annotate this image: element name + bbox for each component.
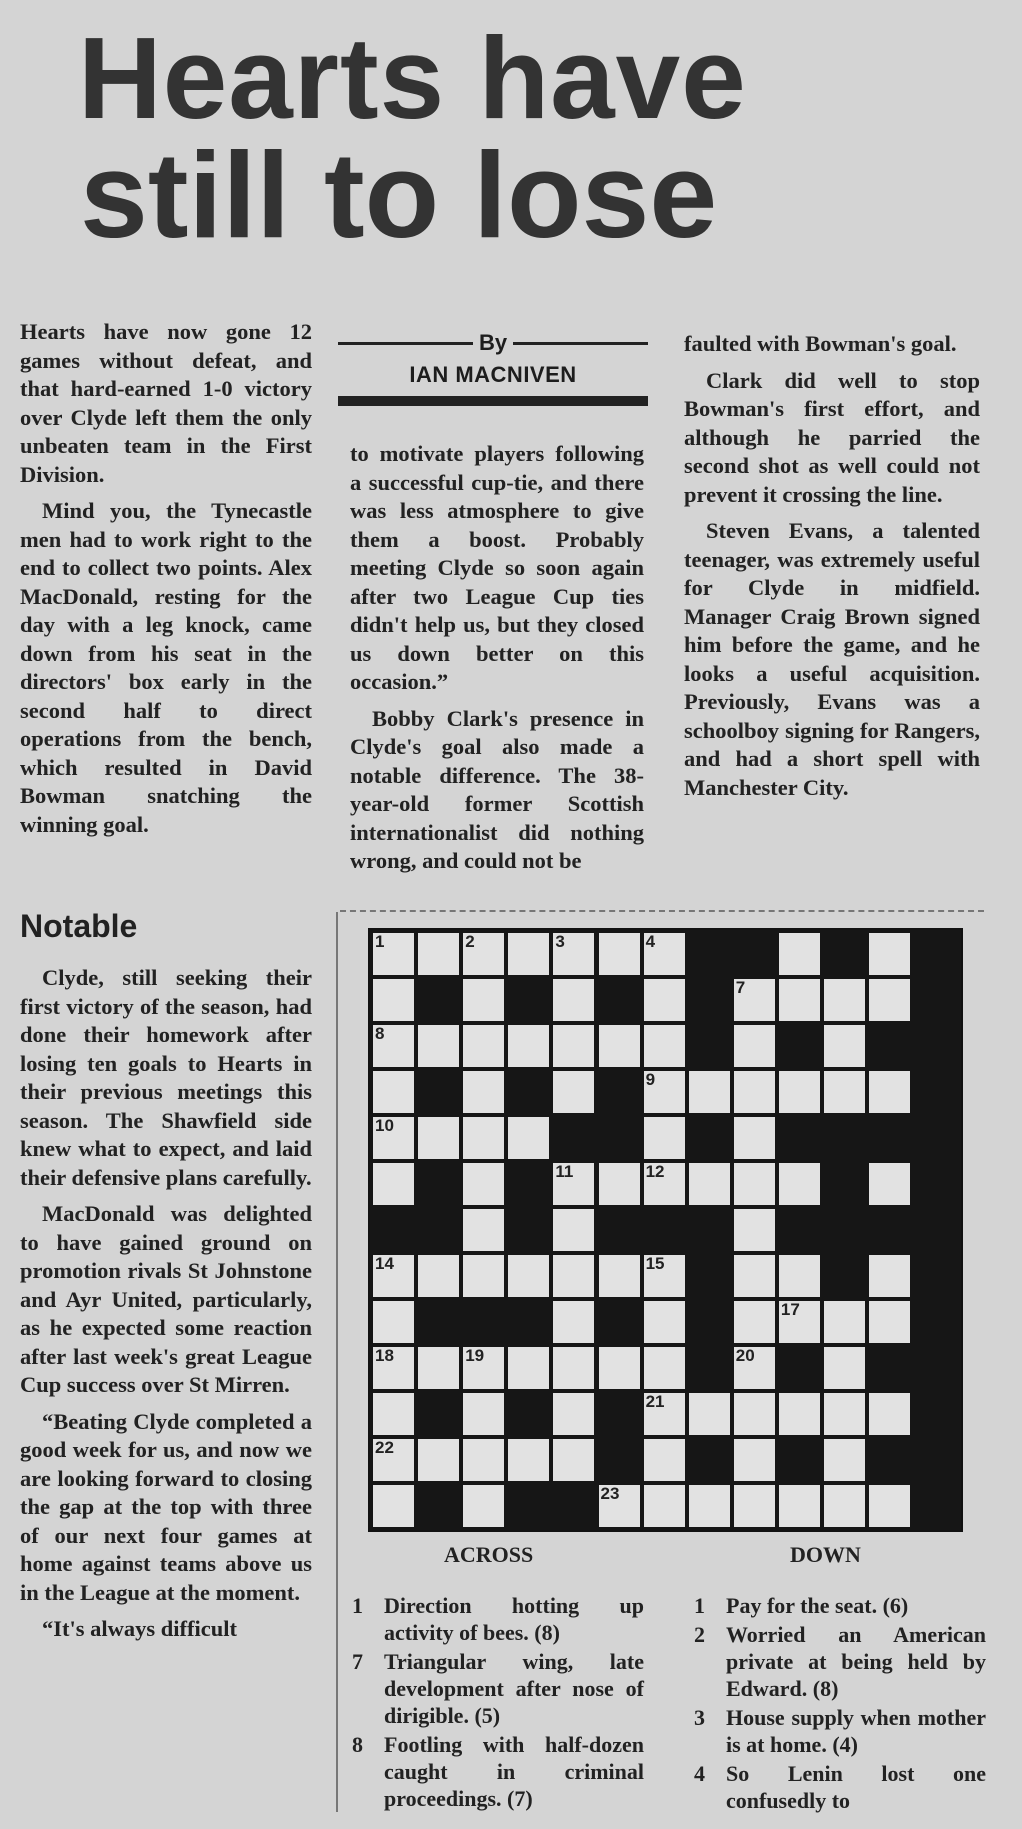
crossword-cell [508,1347,549,1389]
crossword-cell [869,1393,910,1435]
crossword-cell [373,1301,414,1343]
crossword-cell [644,979,685,1021]
crossword-cell [869,1071,910,1113]
crossword-cell [869,1163,910,1205]
crossword-cell [599,1025,640,1067]
byline-by-text: By [478,330,508,355]
crossword-cell [599,1347,640,1389]
crossword-cell [508,1255,549,1297]
crossword-cell [463,1393,504,1435]
clue-number: 1 [352,1593,363,1618]
crossword-cell [463,1255,504,1297]
crossword-cell [463,933,504,975]
across-heading: ACROSS [444,1542,534,1567]
crossword-number: 10 [375,1116,394,1135]
crossword-cell [508,1439,549,1481]
clue-item [694,1704,986,1758]
clue-number: 2 [694,1622,705,1647]
down-clues [694,1592,986,1816]
headline-line-2: still to lose [80,126,718,263]
down-heading: DOWN [790,1542,861,1567]
crossword-cell [644,1117,685,1159]
paragraph: Mind you, the Tynecastle men had to work right to the end to collect two points. Alex MacDonald, resting for the day with a leg knock, came down from his seat in the directors' box early in the second half to direct operations from the bench, which resulted in David Bowman snatching the winning goal. [20,498,312,837]
paragraph: Hearts have now gone 12 games without defeat, and that hard-earned 1-0 victory over Clyde left them the only unbeaten team in the First Division. [20,319,312,487]
crossword-cell [689,1163,730,1205]
crossword-number: 21 [645,1392,665,1411]
clue-item [352,1592,644,1646]
clue-number: 4 [694,1761,705,1786]
crossword-cell [463,979,504,1021]
crossword-cell [779,933,820,975]
crossword-cell [644,1071,685,1113]
crossword-cell [689,1393,730,1435]
article-column-3 [684,330,980,810]
crossword-number: 14 [375,1254,394,1273]
crossword-cell [553,1393,594,1435]
clue-text: Worried an American private at being held by Edward. (8) [726,1622,986,1701]
crossword-cell [734,1347,775,1389]
crossword-cell [373,1071,414,1113]
crossword-cell [824,1439,865,1481]
crossword-number: 7 [735,978,746,997]
crossword-cell [644,1393,685,1435]
byline [338,330,648,406]
crossword-cell [418,1117,459,1159]
crossword-cell [373,1485,414,1527]
crossword-cell [463,1025,504,1067]
crossword-cell [373,1347,414,1389]
crossword-grid [368,928,963,1532]
crossword-cell [734,1255,775,1297]
crossword-cell [553,1439,594,1481]
crossword-cell [599,1485,640,1527]
crossword-cell [463,1485,504,1527]
crossword-cell [644,1255,685,1297]
crossword-cell [463,1439,504,1481]
crossword-cell [418,1439,459,1481]
crossword-cell [734,1209,775,1251]
clue-item [352,1731,644,1812]
paragraph: to motivate players following a successful cup-tie, and there was less atmosphere to give them a boost. Probably meeting Clyde so soon again after two League Cup ties didn't help us, but they closed us down better on this occasion.” [350,441,644,694]
crossword-cell [508,1025,549,1067]
clue-text: Footling with half-dozen caught in criminal proceedings. (7) [384,1732,644,1811]
crossword-cell [869,1255,910,1297]
clue-item [694,1760,986,1814]
crossword-number: 1 [375,932,385,951]
crossword-cell [779,1163,820,1205]
byline-rule-left [338,342,473,345]
crossword-number: 8 [375,1024,385,1043]
crossword-cell [463,1209,504,1251]
crossword-cell [779,979,820,1021]
crossword-number: 23 [600,1484,620,1503]
crossword-cell [463,1163,504,1205]
crossword-cell [824,1485,865,1527]
crossword-cell [734,1117,775,1159]
crossword-cell [553,1347,594,1389]
crossword-number: 4 [645,932,656,951]
crossword-cell [418,1255,459,1297]
crossword-cell [824,979,865,1021]
paragraph: Steven Evans, a talented teenager, was extremely useful for Clyde in midfield. Manager Craig Brown signed him before the game, and he looks a useful acquisition. Previously, Evans was a schoolboy signing for Rangers, and had a short spell with Manchester City. [684,518,980,800]
crossword-cell [734,979,775,1021]
clue-text: So Lenin lost one confusedly to [726,1761,986,1813]
crossword-cell [779,1393,820,1435]
paragraph: Clyde, still seeking their first victory of the season, had done their homework after losing ten goals to Hearts in their previous meetings this season. The Shawfield side knew what to expect, and laid their defensive plans carefully. [20,965,312,1190]
crossword-cell [463,1347,504,1389]
crossword-cell [373,1255,414,1297]
crossword-cell [734,1393,775,1435]
crossword-cell [553,1071,594,1113]
clue-item [694,1592,986,1619]
crossword-cell [734,1485,775,1527]
crossword-cell [373,1163,414,1205]
crossword-cell [463,1117,504,1159]
crossword-cell [869,933,910,975]
crossword-number: 17 [780,1300,800,1319]
crossword-cell [508,1117,549,1159]
crossword-cell [463,1071,504,1113]
crossword-cell [553,979,594,1021]
clue-number: 8 [352,1732,363,1757]
clue-number: 1 [694,1593,705,1618]
crossword-cell [553,933,594,975]
headline [78,13,958,263]
crossword-cell [644,1347,685,1389]
crossword-number: 3 [555,932,565,951]
crossword-cell [599,1163,640,1205]
byline-author: IAN MACNIVEN [409,362,577,387]
paragraph: MacDonald was delighted to have gained ground on promotion rivals St Johnstone and Ayr United, particularly, as he expected some reaction after last week's great League Cup success over St Mirren. [20,1201,312,1397]
crossword-cell [779,1071,820,1113]
crossword-cell [734,1439,775,1481]
crossword-cell [824,1071,865,1113]
crossword-cell [779,1485,820,1527]
clue-text: Direction hotting up activity of bees. (8) [384,1593,644,1645]
article-column-2 [350,440,644,884]
crossword-number: 19 [465,1346,485,1365]
crossword-cell [824,1301,865,1343]
paragraph: faulted with Bowman's goal. [684,331,957,356]
crossword-number: 22 [375,1438,394,1457]
crossword-cell [644,1301,685,1343]
clue-number: 3 [694,1705,705,1730]
article-column-1-continued [20,964,312,1652]
crossword-cell [734,1071,775,1113]
byline-divider [338,396,648,406]
crossword-cell [734,1163,775,1205]
article-column-1 [20,318,312,847]
byline-by [338,330,648,356]
crossword-cell [553,1255,594,1297]
crossword-cell [644,1439,685,1481]
crossword-cell [373,1025,414,1067]
clue-text: House supply when mother is at home. (4) [726,1705,986,1757]
paragraph: “It's always difficult [42,1616,238,1641]
crossword-number: 2 [465,932,475,951]
crossword-number: 11 [555,1162,574,1181]
clue-text: Triangular wing, late development after nose of dirigible. (5) [384,1649,644,1728]
crossword-top-rule [340,910,984,912]
crossword-cell [418,1347,459,1389]
crossword-cell [599,933,640,975]
crossword-number: 20 [735,1346,755,1365]
crossword-cell [779,1301,820,1343]
crossword-cell [869,979,910,1021]
crossword-cell [599,1255,640,1297]
crossword-cell [689,1071,730,1113]
crossword-cell [553,1209,594,1251]
crossword-cell [418,1025,459,1067]
crossword-cell [508,933,549,975]
paragraph: Bobby Clark's presence in Clyde's goal also made a notable difference. The 38-year-old former Scottish internationalist did nothing wrong, and could not be [350,705,644,873]
across-clues [352,1592,644,1814]
byline-rule-right [513,342,648,345]
crossword-number: 15 [645,1254,665,1273]
crossword-number: 9 [645,1070,656,1089]
crossword-cell [644,933,685,975]
crossword-cell [373,979,414,1021]
crossword-cell [553,1025,594,1067]
crossword-cell [824,1025,865,1067]
crossword-cell [824,1393,865,1435]
paragraph: Clark did well to stop Bowman's first effort, and although he parried the second shot as well could not prevent it crossing the line. [684,367,980,507]
crossword-side-rule [336,912,338,1812]
subhead: Notable [20,908,138,944]
headline-line-1: Hearts have [78,13,747,143]
clue-number: 7 [352,1649,363,1674]
crossword-cell [373,933,414,975]
crossword-cell [734,1025,775,1067]
crossword-cell [869,1301,910,1343]
crossword-cell [373,1393,414,1435]
crossword-cell [418,933,459,975]
crossword-cell [644,1025,685,1067]
paragraph: “Beating Clyde completed a good week for us, and now we are looking forward to closing the gap at the top with three of our next four games at home against teams above us in the League at the moment. [20,1408,312,1605]
crossword-cell [734,1301,775,1343]
crossword-cell [644,1163,685,1205]
clue-item [352,1648,644,1729]
crossword-cell [553,1163,594,1205]
clue-item [694,1621,986,1702]
crossword-number: 18 [375,1346,394,1365]
crossword-cell [689,1485,730,1527]
crossword-number: 12 [645,1162,665,1181]
crossword-cell [373,1439,414,1481]
crossword-cell [553,1301,594,1343]
crossword-cell [373,1117,414,1159]
crossword-cell [824,1347,865,1389]
crossword-cell [644,1485,685,1527]
crossword-cell [869,1485,910,1527]
crossword-cell [779,1255,820,1297]
clue-text: Pay for the seat. (6) [726,1593,909,1618]
